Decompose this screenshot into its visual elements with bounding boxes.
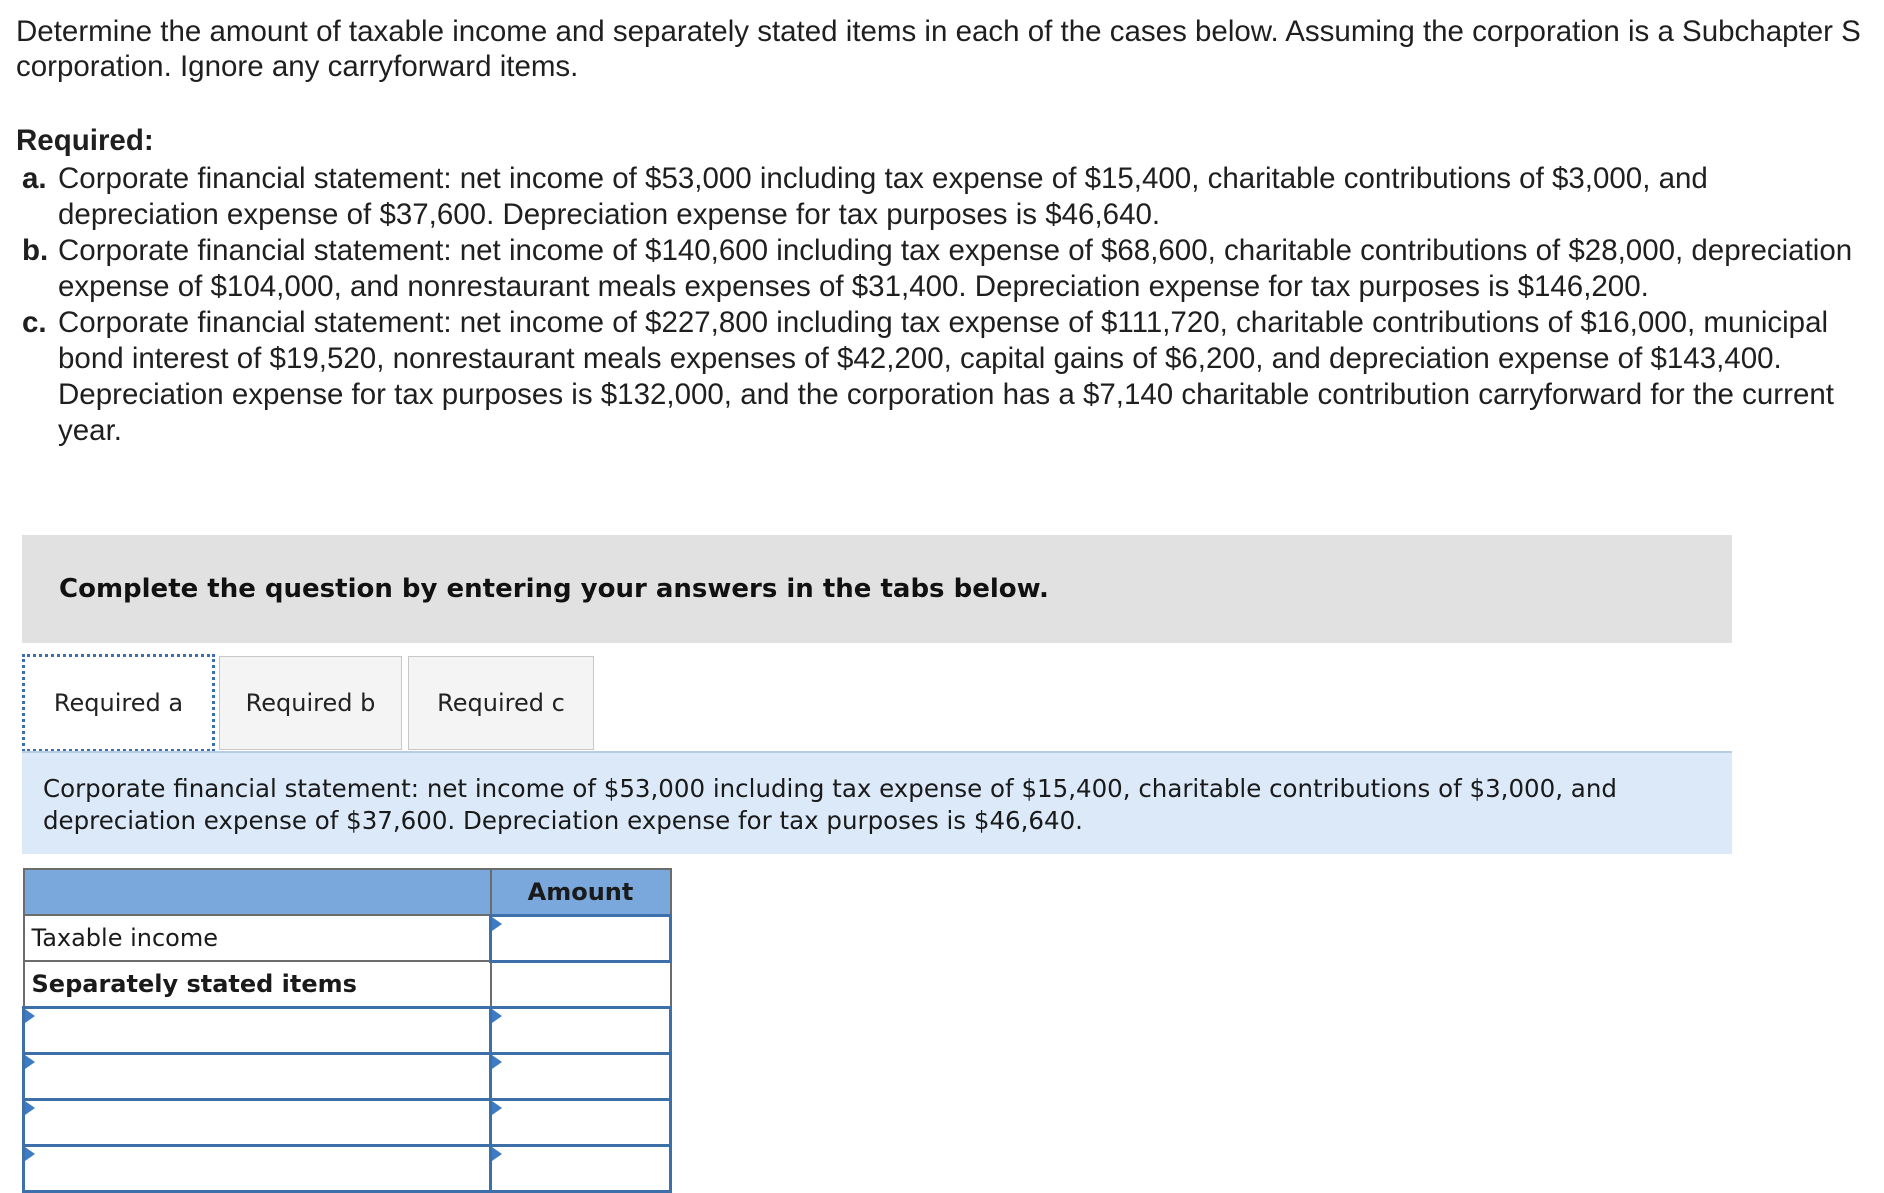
item-amount-input[interactable] [492,1009,669,1052]
separately-stated-amount-cell [491,961,671,1007]
item-amount-cell[interactable] [491,1099,671,1145]
requirement-letter: c. [22,306,47,339]
tab-required-a[interactable]: Required a [22,654,215,752]
amount-column-header: Amount [491,869,671,915]
item-amount-input[interactable] [492,1147,669,1190]
input-marker-icon [25,1147,35,1161]
item-label-cell[interactable] [24,1099,491,1145]
table-row [24,961,671,1007]
requirement-letter: b. [22,234,49,267]
table-header-row [24,869,671,915]
item-label-input[interactable] [25,1055,489,1098]
question-intro: Determine the amount of taxable income and separately stated items in each of the cases below. Assuming the corporation is a Subchapter S corporation. Ignore any carryforward items. [16,15,1861,83]
table-row [24,1145,671,1191]
table-row [24,915,671,961]
requirement-letter: a. [22,162,47,195]
requirement-text: Corporate financial statement: net income of $140,600 including tax expense of $68,600, charitable contributions of $28,000, depreciation expense of $104,000, and nonrestaurant meals expenses of $31,400. Depreciation expense for tax purposes is $146,200. [58,234,1853,303]
requirement-a [16,161,1876,233]
input-marker-icon [25,1055,35,1069]
item-amount-cell[interactable] [491,1053,671,1099]
taxable-income-amount-input[interactable] [492,917,669,960]
item-amount-cell[interactable] [491,1145,671,1191]
item-amount-input[interactable] [492,1101,669,1144]
taxable-income-label: Taxable income [24,915,491,961]
required-heading: Required: [16,124,154,157]
item-label-cell[interactable] [24,1145,491,1191]
item-label-cell[interactable] [24,1007,491,1053]
input-marker-icon [492,1055,502,1069]
requirement-text: Corporate financial statement: net income of $53,000 including tax expense of $15,400, charitable contributions of $3,000, and depreciation expense of $37,600. Depreciation expense for tax purposes is $46,640. [58,162,1708,231]
item-label-input[interactable] [25,1009,489,1052]
input-marker-icon [492,1101,502,1115]
tab-required-c[interactable]: Required c [408,656,594,750]
input-marker-icon [492,1147,502,1161]
tab-description: Corporate financial statement: net income of $53,000 including tax expense of $15,400, charitable contributions of $3,000, and depreciation expense of $37,600. Depreciation expense for tax purposes is $46,640. [22,753,1732,854]
taxable-income-amount-cell[interactable] [491,915,671,961]
requirements-list [16,161,1876,449]
tab-required-b[interactable]: Required b [219,656,402,750]
input-marker-icon [25,1009,35,1023]
input-marker-icon [25,1101,35,1115]
banner-text: Complete the question by entering your answers in the tabs below. [59,574,1049,604]
table-row [24,1099,671,1145]
item-amount-input[interactable] [492,1055,669,1098]
input-marker-icon [492,917,502,931]
item-label-input[interactable] [25,1101,489,1144]
instruction-banner [22,535,1732,643]
separately-stated-label: Separately stated items [24,961,491,1007]
answer-table [22,868,672,1193]
requirement-text: Corporate financial statement: net income of $227,800 including tax expense of $111,720, charitable contributions of $16,000, municipal bond interest of $19,520, nonrestaurant meals expenses of $42,200, capital gains of $6,200, and depreciation expense of $143,400. Depreciation expense for tax purposes is $132,000, and the corporation has a $7,140 charitable contribution carryforward for the current year. [58,306,1834,447]
table-row [24,1007,671,1053]
label-column-header [24,869,491,915]
requirement-b [16,233,1876,305]
table-row [24,1053,671,1099]
requirement-c [16,305,1876,449]
input-marker-icon [492,1009,502,1023]
item-label-input[interactable] [25,1147,489,1190]
item-label-cell[interactable] [24,1053,491,1099]
item-amount-cell[interactable] [491,1007,671,1053]
